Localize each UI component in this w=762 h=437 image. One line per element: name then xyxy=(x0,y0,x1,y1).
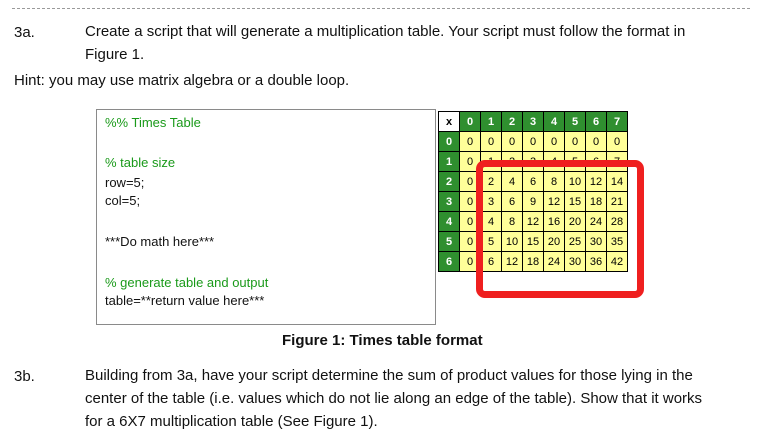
question-3b-line-3: for a 6X7 multiplication table (See Figure 1). xyxy=(85,413,378,430)
column-header-cell: 4 xyxy=(544,112,565,132)
table-corner-cell: x xyxy=(439,112,460,132)
table-cell: 14 xyxy=(607,172,628,192)
question-3b-number: 3b. xyxy=(14,368,35,385)
code-table-line: table=**return value here*** xyxy=(105,293,265,308)
table-cell: 0 xyxy=(460,152,481,172)
question-3a-line-1: Create a script that will generate a multiplication table. Your script must follow the format in xyxy=(85,23,686,40)
column-header-cell: 3 xyxy=(523,112,544,132)
center-highlight-box xyxy=(476,160,644,298)
column-header-cell: 0 xyxy=(460,112,481,132)
question-3b-line-1: Building from 3a, have your script determine the sum of product values for those lying in the xyxy=(85,367,693,384)
table-cell: 24 xyxy=(586,212,607,232)
question-3a-text xyxy=(85,20,685,66)
question-3a-number: 3a. xyxy=(14,24,35,41)
table-cell: 6 xyxy=(502,192,523,212)
table-cell: 4 xyxy=(502,172,523,192)
column-header-cell: 7 xyxy=(607,112,628,132)
top-dashed-divider xyxy=(12,8,750,9)
table-cell: 12 xyxy=(544,192,565,212)
table-cell: 0 xyxy=(460,172,481,192)
table-cell: 5 xyxy=(481,232,502,252)
table-cell: 42 xyxy=(607,252,628,272)
table-cell: 3 xyxy=(523,152,544,172)
table-cell: 30 xyxy=(586,232,607,252)
table-cell: 28 xyxy=(607,212,628,232)
table-cell: 36 xyxy=(586,252,607,272)
table-cell: 18 xyxy=(523,252,544,272)
table-cell: 0 xyxy=(460,212,481,232)
table-cell: 21 xyxy=(607,192,628,212)
table-cell: 30 xyxy=(565,252,586,272)
table-cell: 0 xyxy=(460,252,481,272)
table-cell: 0 xyxy=(481,132,502,152)
row-header-cell: 6 xyxy=(439,252,460,272)
table-cell: 4 xyxy=(544,152,565,172)
code-size-comment: % table size xyxy=(105,155,176,170)
column-header-cell: 5 xyxy=(565,112,586,132)
table-cell: 0 xyxy=(565,132,586,152)
table-cell: 0 xyxy=(460,232,481,252)
table-cell: 24 xyxy=(544,252,565,272)
row-header-cell: 5 xyxy=(439,232,460,252)
row-header-cell: 3 xyxy=(439,192,460,212)
table-cell: 12 xyxy=(502,252,523,272)
row-header-cell: 2 xyxy=(439,172,460,192)
table-cell: 1 xyxy=(481,152,502,172)
table-cell: 3 xyxy=(481,192,502,212)
code-box xyxy=(96,109,436,325)
row-header-cell: 1 xyxy=(439,152,460,172)
question-3b-text xyxy=(85,364,702,433)
code-title: %% Times Table xyxy=(105,115,201,130)
hint-text: Hint: you may use matrix algebra or a double loop. xyxy=(14,72,350,89)
question-3b-line-2: center of the table (i.e. values which do not lie along an edge of the table). Show that it works xyxy=(85,390,703,407)
question-3a-line-2: Figure 1. xyxy=(85,46,145,63)
row-header-cell: 0 xyxy=(439,132,460,152)
table-header-row xyxy=(439,112,628,132)
table-cell: 7 xyxy=(607,152,628,172)
table-cell: 16 xyxy=(544,212,565,232)
table-cell: 10 xyxy=(565,172,586,192)
table-cell: 20 xyxy=(544,232,565,252)
column-header-cell: 2 xyxy=(502,112,523,132)
table-cell: 12 xyxy=(523,212,544,232)
table-cell: 0 xyxy=(544,132,565,152)
column-header-cell: 1 xyxy=(481,112,502,132)
table-cell: 15 xyxy=(565,192,586,212)
table-cell: 35 xyxy=(607,232,628,252)
table-cell: 0 xyxy=(523,132,544,152)
table-cell: 18 xyxy=(586,192,607,212)
table-cell: 6 xyxy=(481,252,502,272)
table-row xyxy=(439,132,628,152)
table-cell: 0 xyxy=(586,132,607,152)
table-cell: 9 xyxy=(523,192,544,212)
table-cell: 0 xyxy=(460,192,481,212)
table-cell: 0 xyxy=(460,132,481,152)
code-generate-comment: % generate table and output xyxy=(105,275,269,290)
table-cell: 8 xyxy=(544,172,565,192)
code-row-line: row=5; xyxy=(105,175,145,190)
code-math-line: ***Do math here*** xyxy=(105,234,215,249)
figure-caption: Figure 1: Times table format xyxy=(282,332,483,349)
column-header-cell: 6 xyxy=(586,112,607,132)
table-cell: 2 xyxy=(481,172,502,192)
table-cell: 12 xyxy=(586,172,607,192)
table-cell: 0 xyxy=(502,132,523,152)
table-cell: 4 xyxy=(481,212,502,232)
table-cell: 6 xyxy=(523,172,544,192)
table-cell: 5 xyxy=(565,152,586,172)
table-cell: 20 xyxy=(565,212,586,232)
table-cell: 6 xyxy=(586,152,607,172)
code-col-line: col=5; xyxy=(105,193,141,208)
table-cell: 10 xyxy=(502,232,523,252)
table-cell: 25 xyxy=(565,232,586,252)
table-cell: 2 xyxy=(502,152,523,172)
table-cell: 15 xyxy=(523,232,544,252)
table-cell: 8 xyxy=(502,212,523,232)
row-header-cell: 4 xyxy=(439,212,460,232)
table-cell: 0 xyxy=(607,132,628,152)
